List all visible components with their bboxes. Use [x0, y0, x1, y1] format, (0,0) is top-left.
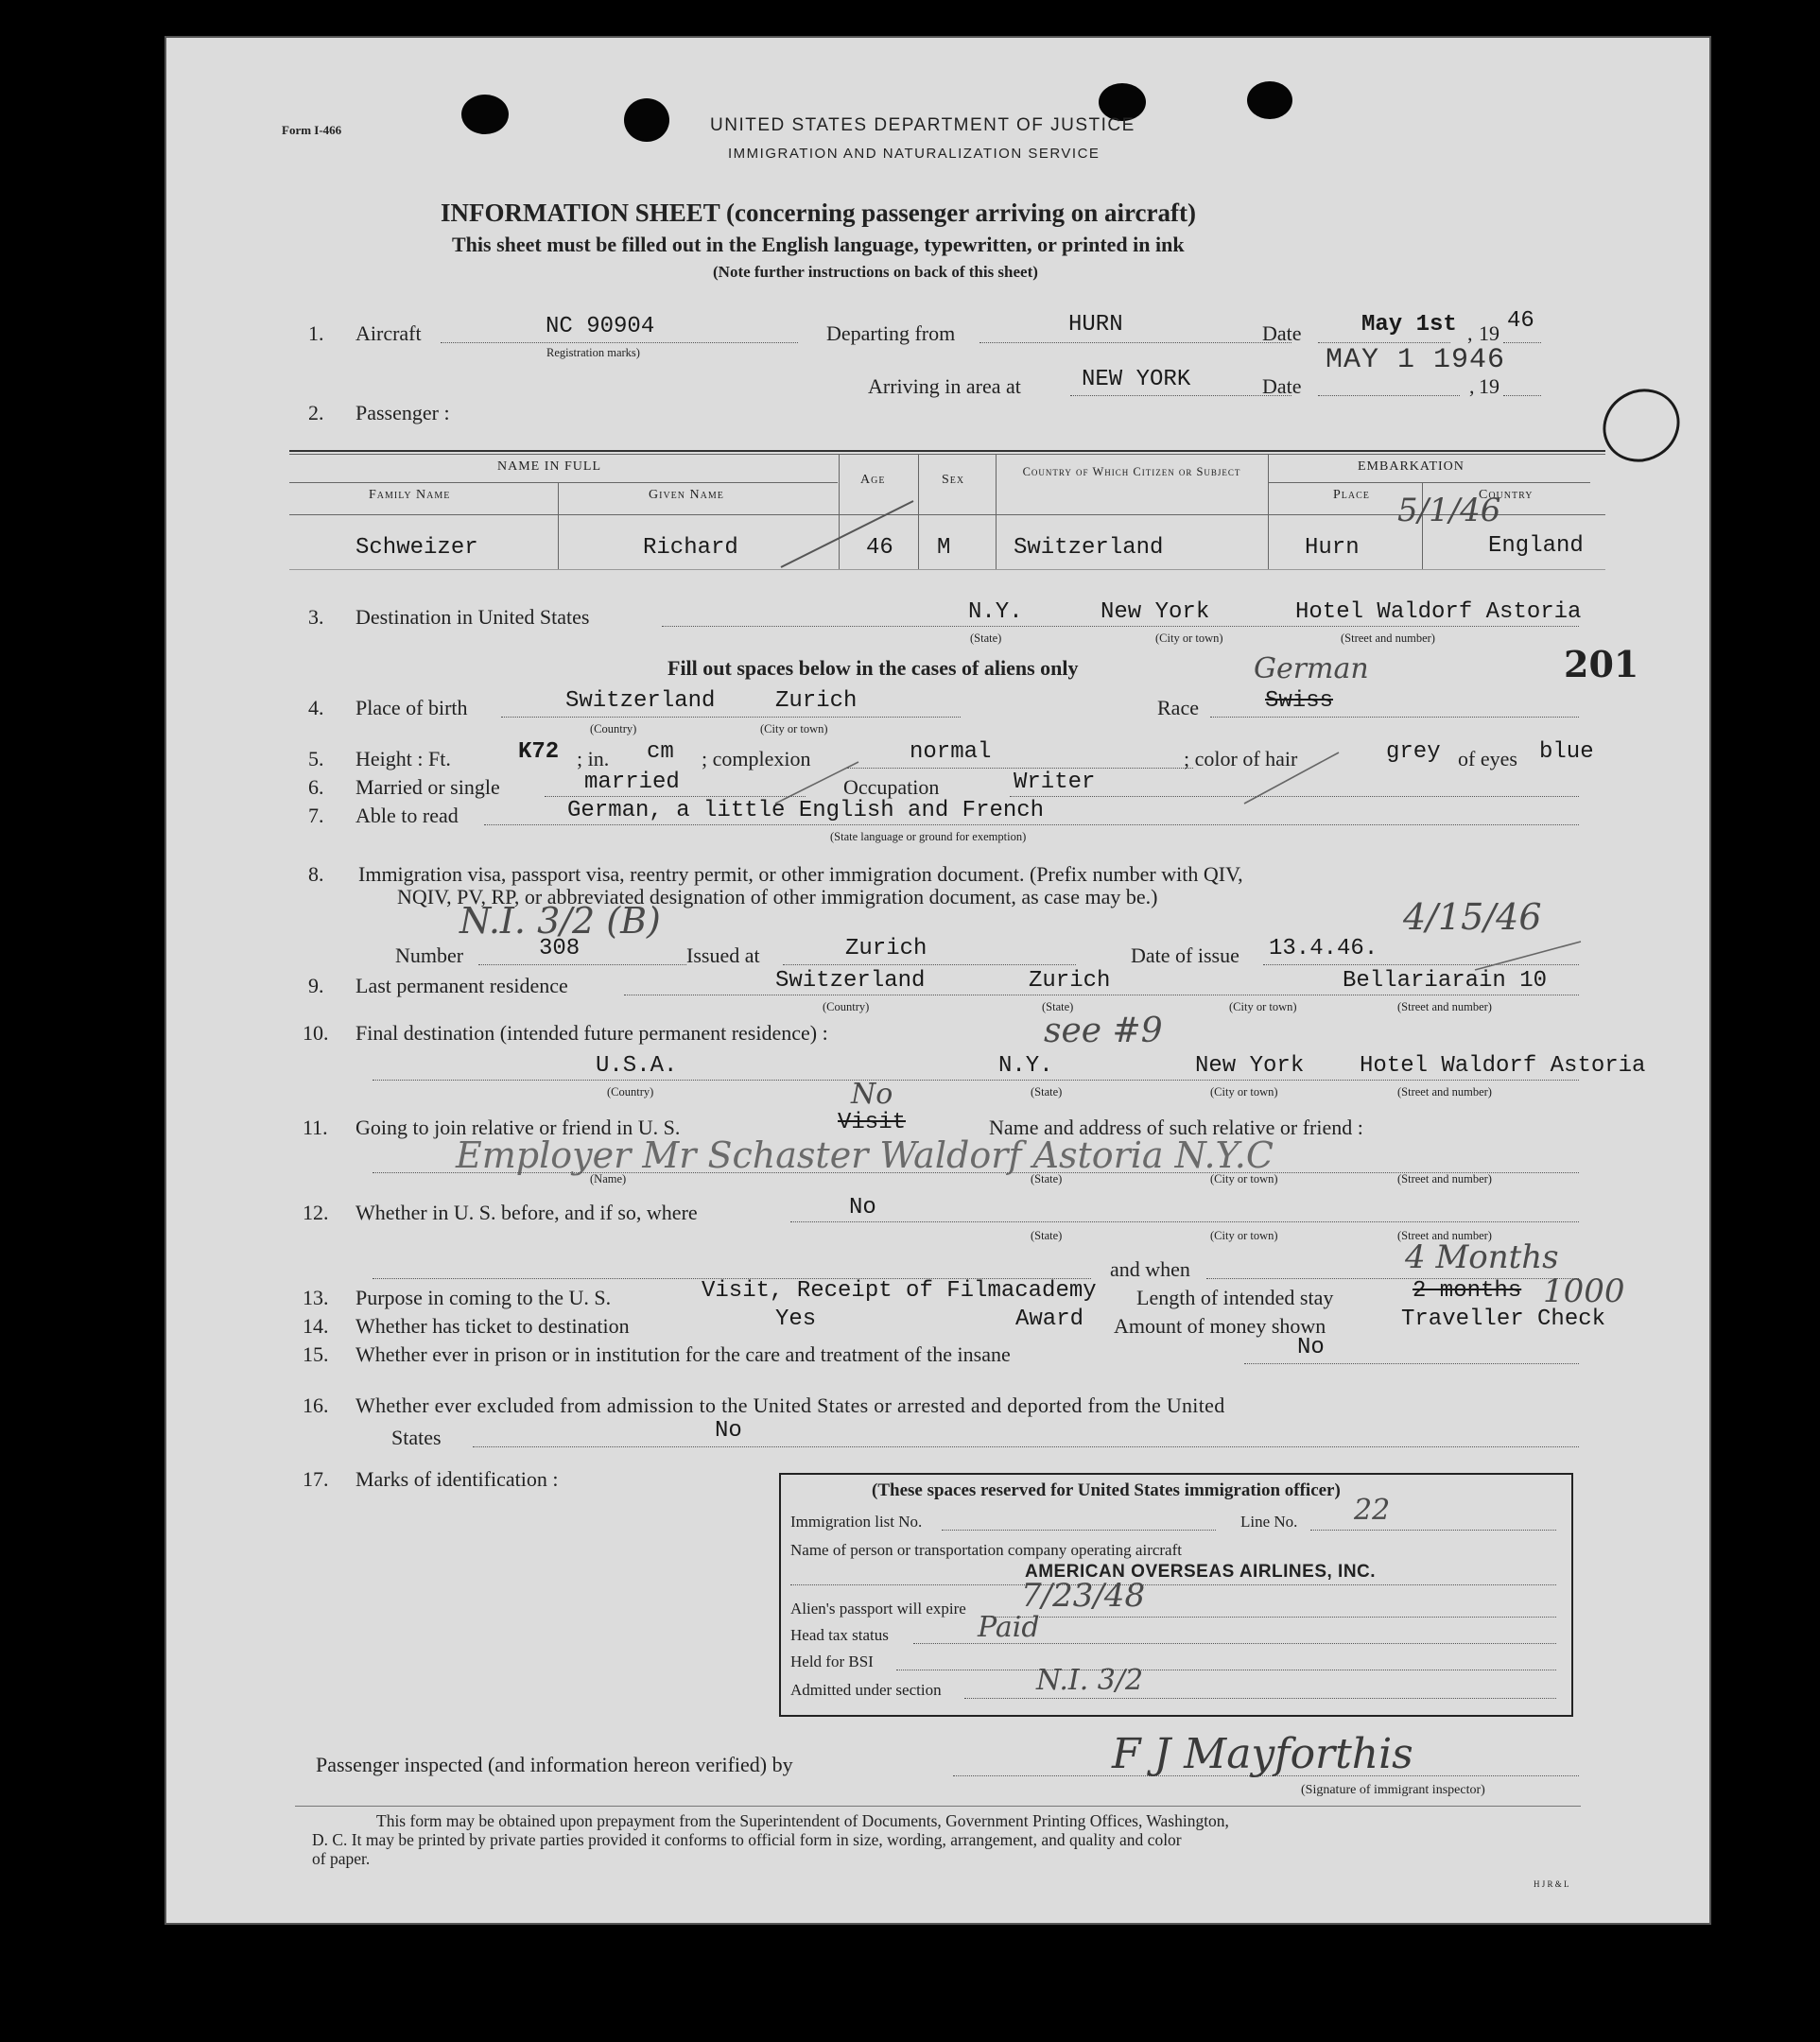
excluded-text-line2: States	[391, 1426, 442, 1449]
handwritten-embark-date: 5/1/46	[1397, 492, 1501, 529]
caption-state: (State)	[1031, 1172, 1063, 1185]
arriving-label: Arriving in area at	[868, 374, 1021, 398]
handwritten-zero-mark	[1596, 380, 1690, 475]
sex-cell: M	[937, 535, 951, 561]
complexion-label: ; complexion	[702, 747, 811, 770]
table-rule	[289, 482, 838, 483]
item-number: 17.	[303, 1467, 329, 1491]
issued-value: Zurich	[845, 936, 927, 961]
residence-street: Bellariarain 10	[1343, 968, 1548, 994]
punch-hole	[461, 95, 509, 134]
service-name: IMMIGRATION AND NATURALIZATION SERVICE	[728, 146, 1101, 162]
officer-box-title: (These spaces reserved for United States immigration officer)	[872, 1480, 1341, 1500]
handwritten-see-9: see #9	[1044, 1012, 1163, 1050]
handwritten-number: 201	[1564, 643, 1639, 685]
item-number: 14.	[303, 1314, 329, 1338]
destination-city: New York	[1101, 599, 1210, 625]
and-when-label: and when	[1110, 1257, 1190, 1281]
money-label: Amount of money shown	[1114, 1314, 1326, 1338]
read-value: German, a little English and French	[567, 798, 1045, 823]
handwritten-line-no: 22	[1354, 1494, 1391, 1527]
previous-us-value: No	[849, 1195, 876, 1220]
prison-label: Whether ever in prison or in institution for the care and treatment of the insane	[355, 1342, 1011, 1366]
visa-text-line1: Immigration visa, passport visa, reentry permit, or other immigration document. (Prefix number with QIV,	[358, 862, 1243, 886]
final-state: N.Y.	[998, 1053, 1053, 1079]
printer-code: H J R & L	[1534, 1879, 1569, 1889]
caption-city: (City or town)	[1229, 1000, 1297, 1013]
item-number: 10.	[303, 1021, 329, 1045]
dotted-line	[790, 1221, 1579, 1222]
caption-city: (City or town)	[760, 722, 828, 735]
aircraft-value: NC 90904	[546, 314, 655, 339]
handwritten-issue-date: 4/15/46	[1403, 896, 1542, 938]
relative-name-label: Name and address of such relative or friend :	[989, 1116, 1363, 1139]
birthplace-label: Place of birth	[355, 696, 468, 719]
punch-hole	[624, 98, 669, 142]
arrival-stamp: MAY 1 1946	[1326, 344, 1506, 376]
line-no-label: Line No.	[1240, 1513, 1298, 1531]
caption-country: (Country)	[590, 722, 637, 735]
dotted-line	[1210, 717, 1579, 718]
citizen-cell: Switzerland	[1014, 535, 1164, 561]
form-number: Form I-466	[282, 123, 342, 137]
date-century: 19	[1479, 321, 1499, 345]
country-citizen-header: Country of Which Citizen or Subject	[1022, 465, 1241, 478]
section-label: Admitted under section	[790, 1681, 942, 1699]
inches-label: ; in.	[577, 747, 610, 770]
dotted-line	[1503, 395, 1541, 396]
departure-year: 46	[1507, 308, 1534, 334]
eyes-label: of eyes	[1458, 747, 1517, 770]
stay-value: 2 months	[1413, 1278, 1522, 1304]
date-of-issue-value: 13.4.46.	[1269, 936, 1378, 961]
company-value: AMERICAN OVERSEAS AIRLINES, INC.	[1025, 1562, 1377, 1582]
table-rule	[289, 450, 1605, 452]
given-name-cell: Richard	[643, 535, 738, 561]
complexion-value: normal	[910, 739, 992, 765]
form-title: INFORMATION SHEET (concerning passenger arriving on aircraft)	[441, 199, 1196, 227]
previous-us-label: Whether in U. S. before, and if so, where	[355, 1201, 698, 1224]
excluded-text-line1: Whether ever excluded from admission to the United States or arrested and deported from the United	[355, 1393, 1225, 1417]
item-number: 1.	[308, 321, 324, 345]
height-ft-value: K72	[518, 739, 560, 765]
excluded-value: No	[715, 1418, 742, 1444]
tax-label: Head tax status	[790, 1626, 889, 1644]
departure-date-value: May 1st	[1361, 312, 1457, 337]
inspected-label: Passenger inspected (and information hereon verified) by	[316, 1753, 793, 1776]
caption-state: (State)	[1042, 1000, 1074, 1013]
embark-country-cell: England	[1488, 533, 1584, 559]
comma: ,	[1467, 321, 1473, 345]
date2-label: Date	[1262, 374, 1302, 398]
dotted-line	[1318, 395, 1460, 396]
dotted-line	[783, 964, 1076, 965]
handwritten-stroke	[771, 492, 923, 577]
birth-city: Zurich	[775, 688, 858, 714]
height-in-value: cm	[647, 739, 674, 765]
table-divider	[996, 454, 997, 569]
dotted-line	[991, 1617, 1556, 1618]
caption-street: (Street and number)	[1397, 1000, 1492, 1013]
passenger-label: Passenger :	[355, 401, 450, 424]
birth-country: Switzerland	[565, 688, 716, 714]
final-destination-label: Final destination (intended future permanent residence) :	[355, 1021, 828, 1045]
dotted-line	[1503, 342, 1541, 343]
final-country: U.S.A.	[596, 1053, 678, 1079]
join-relative-value: Visit	[838, 1110, 907, 1135]
embark-place-cell: Hurn	[1305, 535, 1360, 561]
issued-label: Issued at	[686, 943, 760, 967]
dotted-line	[1318, 342, 1450, 343]
join-relative-label: Going to join relative or friend in U. S.	[355, 1116, 681, 1139]
departing-value: HURN	[1068, 312, 1123, 337]
table-divider	[558, 482, 559, 569]
aircraft-label: Aircraft	[355, 321, 422, 345]
final-street: Hotel Waldorf Astoria	[1360, 1053, 1646, 1079]
dotted-line	[1310, 1530, 1556, 1531]
residence-country: Switzerland	[775, 968, 926, 994]
ticket-value: Yes	[775, 1307, 817, 1332]
money-value: Traveller Check	[1401, 1307, 1606, 1332]
caption-city: (City or town)	[1155, 632, 1223, 645]
occupation-value: Writer	[1014, 770, 1096, 795]
departing-label: Departing from	[826, 321, 956, 345]
handwritten-money: 1000	[1543, 1272, 1625, 1310]
race-value: Swiss	[1265, 688, 1334, 714]
caption-city: (City or town)	[1210, 1085, 1278, 1099]
height-label: Height : Ft.	[355, 747, 451, 770]
item-number: 15.	[303, 1342, 329, 1366]
item-number: 12.	[303, 1201, 329, 1224]
final-city: New York	[1195, 1053, 1305, 1079]
punch-hole	[1247, 81, 1292, 119]
caption-city: (City or town)	[1210, 1229, 1278, 1242]
dotted-line	[964, 1698, 1556, 1699]
date-label: Date	[1262, 321, 1302, 345]
aliens-only-heading: Fill out spaces below in the cases of aliens only	[667, 656, 1079, 680]
arriving-value: NEW YORK	[1082, 367, 1191, 392]
embarkation-header: EMBARKATION	[1358, 459, 1465, 474]
marital-value: married	[584, 770, 680, 795]
age-header: Age	[860, 473, 886, 487]
handwritten-race-note: German	[1254, 652, 1369, 685]
family-name-cell: Schweizer	[355, 535, 478, 561]
caption-country: (Country)	[607, 1085, 654, 1099]
residence-state: Zurich	[1029, 968, 1111, 994]
handwritten-no-join: No	[851, 1078, 893, 1111]
footer-line1: This form may be obtained upon prepayment from the Superintendent of Documents, Government Printing Offices, Washington,	[376, 1811, 1229, 1830]
sex-header: Sex	[942, 473, 965, 487]
country-header: Country	[1479, 488, 1534, 502]
handwritten-section: N.I. 3/2	[1036, 1664, 1144, 1697]
dotted-line	[1070, 395, 1291, 396]
caption-street: (Street and number)	[1397, 1172, 1492, 1185]
caption-city: (City or town)	[1210, 1172, 1278, 1185]
dotted-line	[373, 1080, 1579, 1081]
handwritten-tax: Paid	[978, 1611, 1040, 1644]
dotted-line	[1244, 1363, 1579, 1364]
item-number: 13.	[303, 1286, 329, 1309]
item-number: 11.	[303, 1116, 328, 1139]
registration-caption: Registration marks)	[546, 346, 640, 359]
bsi-label: Held for BSI	[790, 1653, 874, 1670]
race-label: Race	[1157, 696, 1199, 719]
marital-label: Married or single	[355, 775, 500, 799]
inspector-signature: F J Mayforthis	[1112, 1730, 1413, 1778]
table-divider	[1268, 454, 1269, 569]
table-rule	[289, 569, 1605, 570]
dotted-line	[484, 824, 1579, 825]
date2-century: 19	[1479, 374, 1499, 398]
item-number: 7.	[308, 804, 324, 827]
caption-state: (State)	[1031, 1085, 1063, 1099]
handwritten-employer: Employer Mr Schaster Waldorf Astoria N.Y.C	[456, 1134, 1274, 1176]
dotted-line	[942, 1530, 1216, 1531]
caption-street: (Street and number)	[1341, 632, 1435, 645]
read-caption: (State language or ground for exemption)	[830, 830, 1027, 843]
award-text: Award	[1015, 1307, 1084, 1332]
handwritten-when: 4 Months	[1405, 1238, 1559, 1276]
dotted-line	[478, 964, 686, 965]
company-label: Name of person or transportation company operating aircraft	[790, 1541, 1182, 1559]
table-rule	[289, 454, 1605, 455]
form-note: (Note further instructions on back of this sheet)	[713, 263, 1038, 281]
footer-line2: D. C. It may be printed by private parties provided it conforms to official form in size, wording, arrangement, and quality and color	[312, 1830, 1182, 1849]
ticket-label: Whether has ticket to destination	[355, 1314, 630, 1338]
caption-street: (Street and number)	[1397, 1085, 1492, 1099]
item-number: 4.	[308, 696, 324, 719]
visa-text-line2: NQIV, PV, RP, or abbreviated designation of other immigration document, as case may be.)	[397, 885, 1158, 909]
caption-state: (State)	[970, 632, 1002, 645]
dotted-line	[545, 796, 806, 797]
read-label: Able to read	[355, 804, 459, 827]
number-label: Number	[395, 943, 464, 967]
caption-state: (State)	[1031, 1229, 1063, 1242]
name-in-full-header: NAME IN FULL	[497, 459, 601, 474]
destination-label: Destination in United States	[355, 605, 590, 629]
number-value: 308	[539, 936, 581, 961]
purpose-label: Purpose in coming to the U. S.	[355, 1286, 612, 1309]
age-cell: 46	[866, 535, 893, 561]
comma: ,	[1469, 374, 1475, 398]
dotted-line	[1206, 1278, 1579, 1279]
family-name-header: Family Name	[369, 488, 451, 502]
item-number: 8.	[308, 862, 324, 886]
prison-value: No	[1297, 1335, 1325, 1360]
given-name-header: Given Name	[649, 488, 724, 502]
identification-label: Marks of identification :	[355, 1467, 559, 1491]
handwritten-expire: 7/23/48	[1021, 1577, 1146, 1615]
item-number: 6.	[308, 775, 324, 799]
dotted-line	[1010, 796, 1579, 797]
caption-street: (Street and number)	[1397, 1229, 1492, 1242]
hair-value: grey	[1386, 739, 1441, 765]
destination-street: Hotel Waldorf Astoria	[1295, 599, 1582, 625]
dotted-line	[501, 717, 961, 718]
dotted-line	[473, 1446, 1579, 1447]
department-name: UNITED STATES DEPARTMENT OF JUSTICE	[710, 115, 1135, 135]
dotted-line	[662, 626, 1579, 627]
eyes-value: blue	[1539, 739, 1594, 765]
item-number: 5.	[308, 747, 324, 770]
place-header: Place	[1333, 488, 1370, 502]
occupation-label: Occupation	[843, 775, 940, 799]
destination-state: N.Y.	[968, 599, 1023, 625]
form-subtitle: This sheet must be filled out in the English language, typewritten, or printed in ink	[452, 233, 1185, 256]
item-number: 3.	[308, 605, 324, 629]
form-page	[166, 38, 1709, 1923]
signature-caption: (Signature of immigrant inspector)	[1301, 1783, 1485, 1797]
dotted-line	[979, 342, 1291, 343]
purpose-value: Visit, Receipt of Filmacademy	[702, 1278, 1097, 1304]
list-no-label: Immigration list No.	[790, 1513, 923, 1531]
footer-rule	[295, 1806, 1581, 1807]
handwritten-doc-prefix: N.I. 3/2 (B)	[459, 900, 661, 942]
caption-country: (Country)	[823, 1000, 870, 1013]
stay-label: Length of intended stay	[1136, 1286, 1334, 1309]
date-of-issue-label: Date of issue	[1131, 943, 1239, 967]
dotted-line	[790, 1584, 1556, 1585]
item-number: 16.	[303, 1393, 329, 1417]
expire-label: Alien's passport will expire	[790, 1600, 966, 1618]
item-number: 2.	[308, 401, 324, 424]
table-rule	[1269, 482, 1590, 483]
last-residence-label: Last permanent residence	[355, 974, 568, 997]
caption-name: (Name)	[590, 1172, 627, 1185]
dotted-line	[441, 342, 798, 343]
footer-line3: of paper.	[312, 1849, 371, 1868]
item-number: 9.	[308, 974, 324, 997]
hair-label: ; color of hair	[1184, 747, 1298, 770]
